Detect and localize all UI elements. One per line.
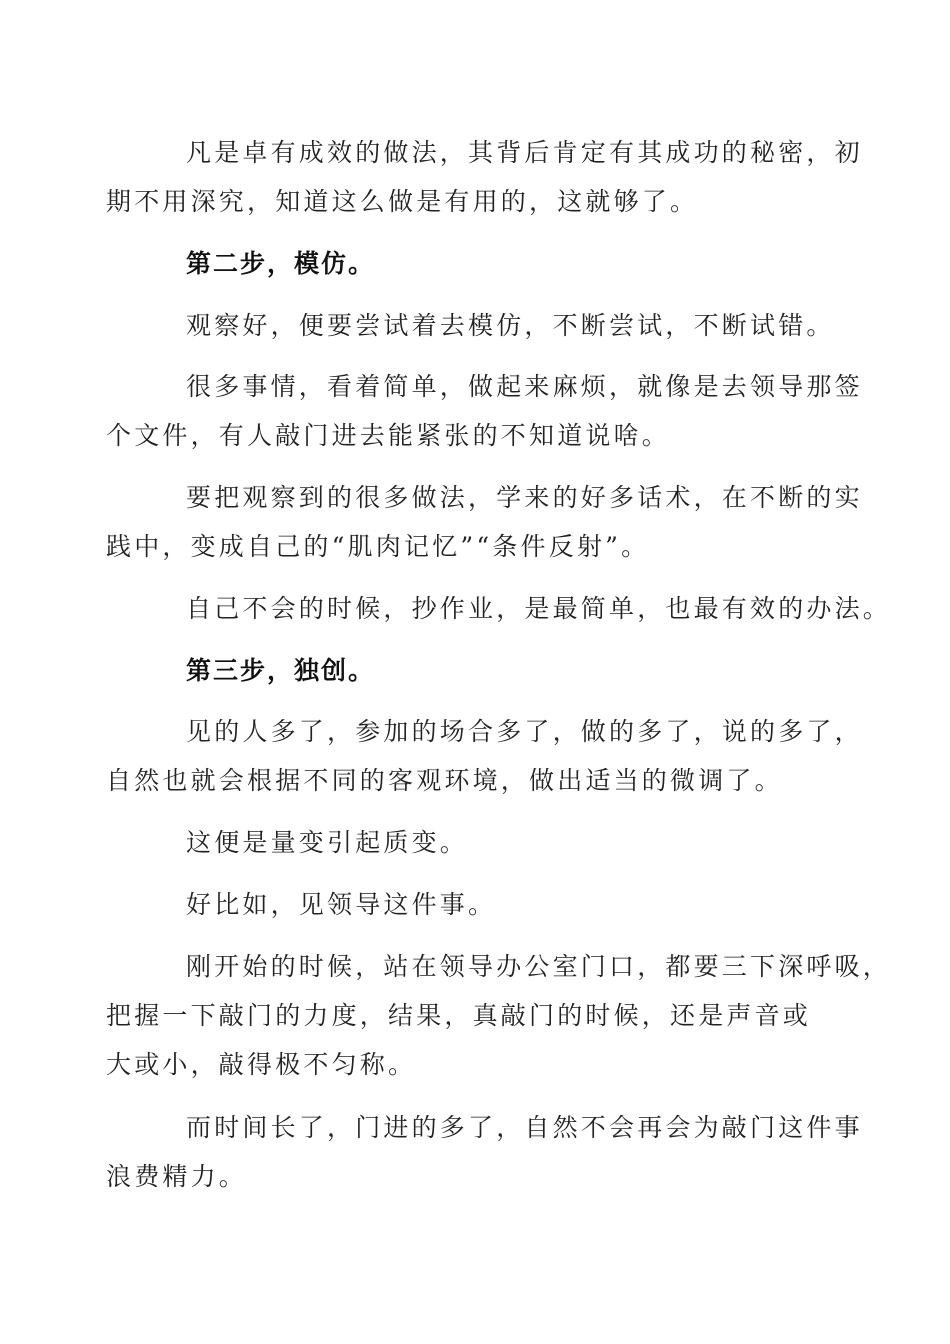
text-line: 很多事情，看着简单，做起来麻烦，就像是去领导那签 [186, 372, 863, 401]
text-line: 把握一下敲门的力度，结果，真敲门的时候，还是声音或 [106, 1001, 812, 1030]
paragraph-successful-methods [106, 128, 863, 226]
paragraph-experience-adjust [106, 707, 863, 805]
paragraph-time-passes [106, 1103, 863, 1201]
heading-text: 第二步，模仿。 [186, 249, 376, 278]
text-line: 期不用深究，知道这么做是有用的，这就够了。 [106, 187, 699, 216]
text-line: 自然也就会根据不同的客观环境，做出适当的微调了。 [106, 766, 783, 795]
text-line: 自己不会的时候，抄作业，是最简单，也最有效的办法。 [186, 594, 892, 623]
text-line: 要把观察到的很多做法，学来的好多话术，在不断的实 [186, 483, 863, 512]
paragraph-observe-imitate [146, 301, 835, 350]
paragraph-muscle-memory [106, 473, 863, 571]
text-line: 好比如，见领导这件事。 [186, 890, 497, 919]
heading-text: 第三步，独创。 [186, 656, 376, 685]
paragraph-example-leader [146, 880, 826, 929]
heading-step-two-imitate [146, 239, 826, 288]
heading-step-three-original [146, 646, 826, 695]
text-line: 刚开始的时候，站在领导办公室门口，都要三下深呼吸， [186, 952, 892, 981]
paragraph-quantity-quality [146, 818, 826, 867]
text-line: 这便是量变引起质变。 [186, 828, 469, 857]
text-line: 个文件，有人敲门进去能紧张的不知道说啥。 [106, 421, 671, 450]
text-line: 而时间长了，门进的多了，自然不会再会为敲门这件事 [186, 1113, 863, 1142]
text-line: 践中，变成自己的“肌肉记忆”“条件反射”。 [106, 532, 650, 561]
text-line: 见的人多了，参加的场合多了，做的多了，说的多了， [186, 717, 863, 746]
paragraph-knocking-start [106, 942, 892, 1089]
paragraph-many-things [106, 362, 863, 460]
text-line: 浪费精力。 [106, 1162, 248, 1191]
text-line: 凡是卓有成效的做法，其背后肯定有其成功的秘密，初 [186, 138, 863, 167]
text-line: 观察好，便要尝试着去模仿，不断尝试，不断试错。 [186, 311, 835, 340]
paragraph-copy-homework [146, 584, 892, 633]
text-line: 大或小，敲得极不匀称。 [106, 1050, 417, 1079]
